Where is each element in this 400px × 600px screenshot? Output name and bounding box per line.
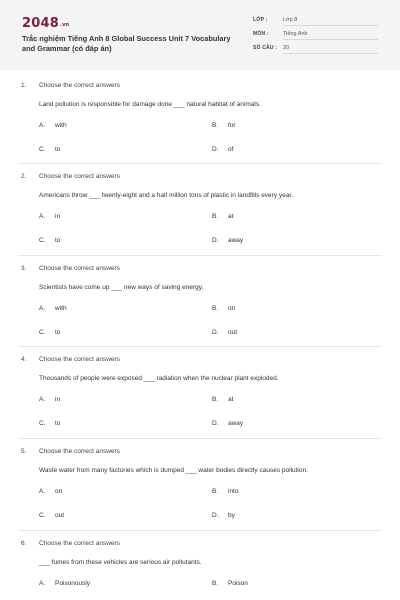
question-5 [0,448,400,538]
option-text: to [55,237,61,244]
option-letter: B. [212,305,219,312]
question-prompt: Choose the correct answers [39,540,120,547]
option-letter: B. [212,580,219,587]
option-a[interactable] [39,580,90,587]
question-1 [0,82,400,172]
meta-class-value: Lớp 8 [283,17,378,26]
question-prompt: Choose the correct answers [39,173,120,180]
question-number: 1. [21,82,27,89]
site-logo[interactable] [22,16,69,31]
question-2 [0,173,400,263]
question-prompt: Choose the correct answers [39,82,120,89]
option-a[interactable] [39,122,67,129]
option-b[interactable] [212,305,235,312]
question-prompt: Choose the correct answers [39,448,120,455]
question-prompt: Choose the correct answers [39,356,120,363]
option-text: in [55,396,61,403]
option-letter: C. [39,420,46,427]
option-text: with [55,122,67,129]
option-c[interactable] [39,146,60,153]
option-text: for [228,122,236,129]
option-letter: C. [39,146,46,153]
option-letter: A. [39,213,46,220]
option-letter: D. [212,329,219,336]
logo-suffix: .vn [59,22,70,28]
question-sentence: Americans throw ___ twenty-eight and a half million tons of plastic in landfills every year. [39,192,293,199]
option-letter: B. [212,213,219,220]
logo-text: 2048 [22,16,59,31]
option-a[interactable] [39,488,62,495]
option-b[interactable] [212,213,233,220]
meta-count-value: 20 [283,45,378,54]
option-text: out [228,329,238,336]
question-4 [0,356,400,446]
option-d[interactable] [212,146,233,153]
option-text: Poison [228,580,248,587]
meta-count [253,45,383,57]
option-b[interactable] [212,580,248,587]
option-text: away [228,420,244,427]
option-text: with [55,305,67,312]
option-letter: D. [212,237,219,244]
option-d[interactable] [212,512,235,519]
option-letter: A. [39,305,46,312]
option-c[interactable] [39,237,60,244]
option-text: in [55,213,61,220]
option-text: on [228,305,236,312]
option-letter: A. [39,122,46,129]
option-text: of [228,146,234,153]
question-3 [0,265,400,355]
question-6 [0,540,400,600]
option-b[interactable] [212,488,238,495]
option-letter: A. [39,488,46,495]
option-letter: B. [212,122,219,129]
option-text: at [228,396,234,403]
divider [18,163,382,164]
question-sentence: Scientists have come up ___ new ways of saving energy. [39,284,204,291]
meta-subject-label: MÔN : [253,31,269,37]
option-text: to [55,329,61,336]
question-number: 3. [21,265,27,272]
option-text: away [228,237,244,244]
divider [18,530,382,531]
question-sentence: ___ fumes from these vehicles are serious air pollutants. [39,559,202,566]
option-a[interactable] [39,396,60,403]
option-c[interactable] [39,329,60,336]
question-sentence: Land pollution is responsible for damage done ___ natural habitat of animals. [39,101,261,108]
option-letter: B. [212,396,219,403]
option-d[interactable] [212,237,243,244]
option-text: into [228,488,239,495]
option-letter: C. [39,329,46,336]
option-text: at [228,213,234,220]
option-text: to [55,146,61,153]
option-text: out [55,512,65,519]
option-a[interactable] [39,213,60,220]
option-letter: A. [39,396,46,403]
option-letter: C. [39,512,46,519]
header [0,0,400,70]
option-a[interactable] [39,305,67,312]
option-c[interactable] [39,512,64,519]
question-sentence: Waste water from many factories which is dumped ___ water bodies directly causes pollution. [39,467,308,474]
option-text: by [228,512,235,519]
question-number: 4. [21,356,27,363]
question-prompt: Choose the correct answers [39,265,120,272]
option-text: on [55,488,63,495]
option-letter: C. [39,237,46,244]
question-number: 5. [21,448,27,455]
option-text: Poisonously [55,580,91,587]
option-b[interactable] [212,396,233,403]
option-text: to [55,420,61,427]
option-letter: D. [212,512,219,519]
option-b[interactable] [212,122,236,129]
option-letter: D. [212,420,219,427]
question-number: 2. [21,173,27,180]
divider [18,438,382,439]
divider [18,346,382,347]
option-letter: A. [39,580,46,587]
question-number: 6. [21,540,27,547]
meta-subject [253,31,383,43]
option-d[interactable] [212,329,237,336]
meta-class-label: LỚP : [253,17,268,23]
divider [18,255,382,256]
option-c[interactable] [39,420,60,427]
meta-subject-value: Tiếng Anh [283,31,378,40]
option-letter: B. [212,488,219,495]
question-sentence: Thousands of people were exposed ___ radiation when the nuclear plant exploded. [39,375,279,382]
meta-class [253,17,383,29]
option-d[interactable] [212,420,243,427]
meta-count-label: SỐ CÂU : [253,45,278,51]
option-letter: D. [212,146,219,153]
document-title: Trắc nghiệm Tiếng Anh 8 Global Success Unit 7 Vocabulary and Grammar (có đáp án) [22,34,231,53]
